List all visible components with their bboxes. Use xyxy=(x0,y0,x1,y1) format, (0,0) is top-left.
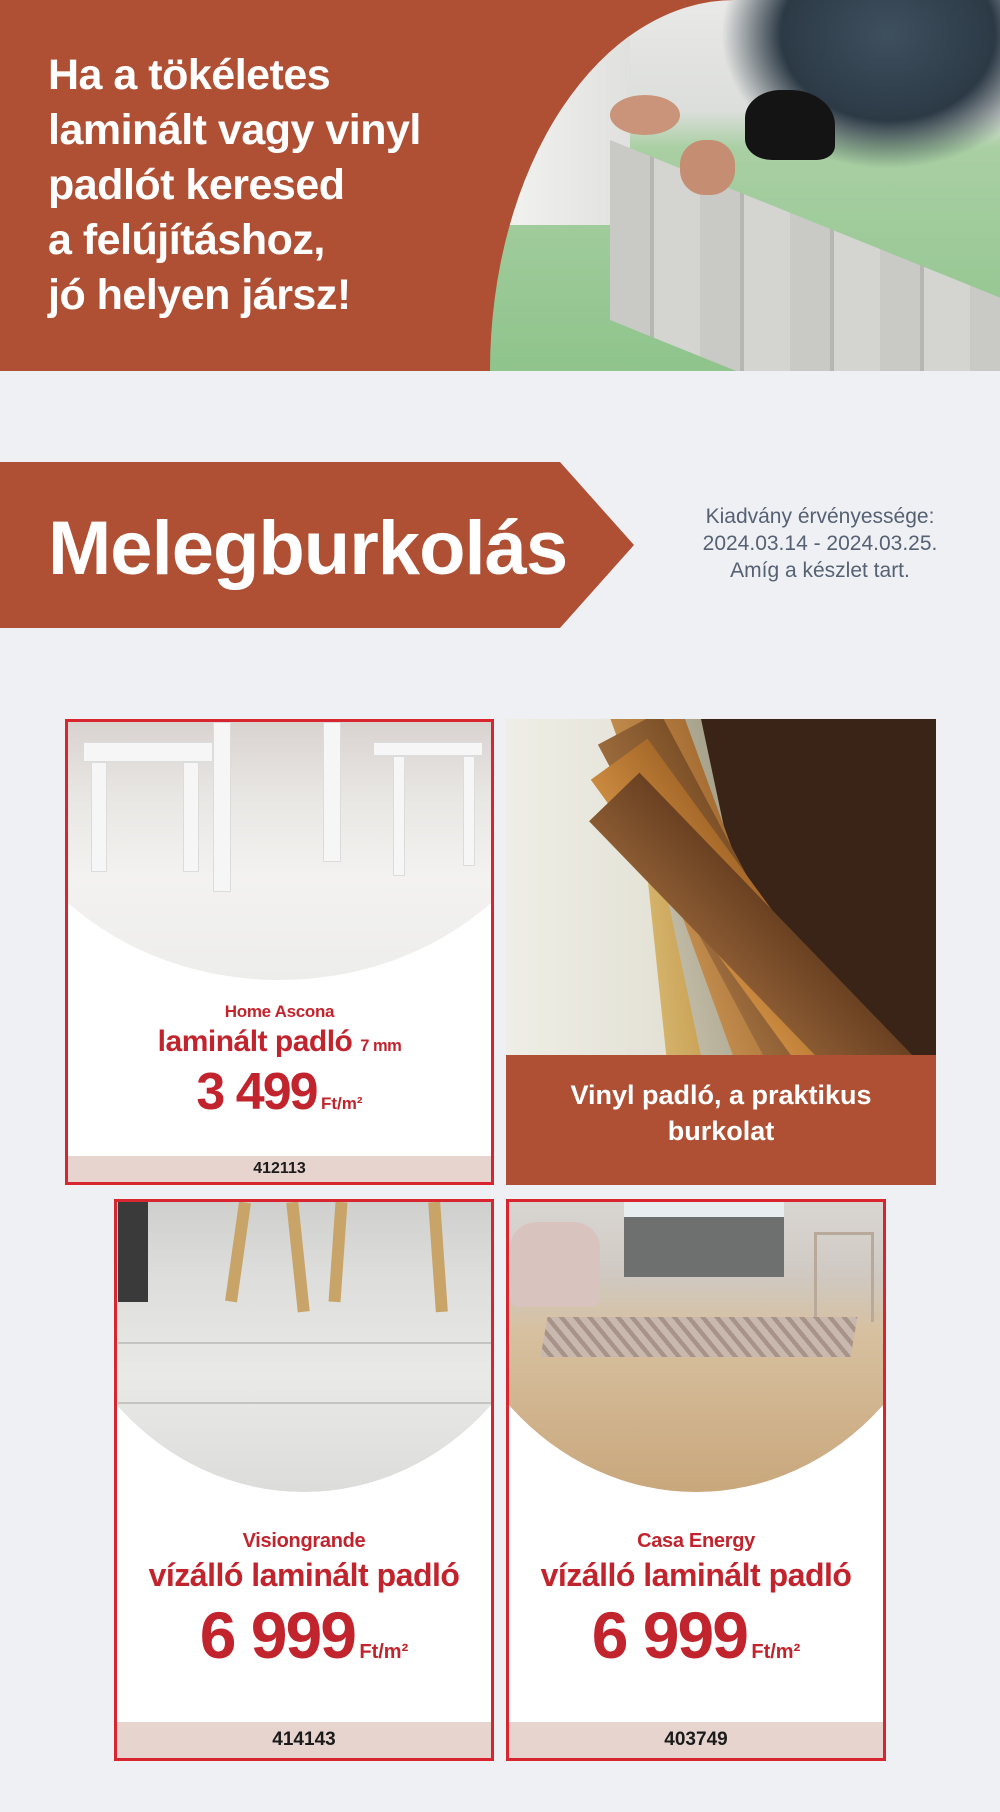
vinyl-info-card[interactable] xyxy=(506,719,936,1185)
price-row xyxy=(68,1062,491,1122)
product-name: vízálló laminált padló xyxy=(148,1557,460,1593)
hero-banner xyxy=(0,0,1000,371)
hero-photo xyxy=(490,0,1000,371)
product-photo xyxy=(68,722,491,980)
product-name: vízálló laminált padló xyxy=(540,1557,852,1593)
product-brand: Casa Energy xyxy=(637,1530,755,1552)
vinyl-info-caption: Vinyl padló, a praktikus burkolat xyxy=(570,1080,872,1146)
product-name: laminált padló 7 mm xyxy=(157,1025,402,1058)
hero-title: Ha a tökéletes laminált vagy vinyl padlót keresed a felújításhoz, jó helyen jársz! xyxy=(48,51,421,319)
price-row xyxy=(117,1597,491,1673)
validity-notice xyxy=(660,503,980,584)
product-brand: Home Ascona xyxy=(224,1002,335,1021)
vinyl-samples-photo xyxy=(506,719,936,1055)
validity-label: Kiadvány érvényessége: xyxy=(705,505,935,528)
product-price: 6 999 xyxy=(591,1598,747,1672)
price-unit: Ft/m² xyxy=(359,1641,409,1663)
product-photo xyxy=(117,1202,491,1492)
price-unit: Ft/m² xyxy=(321,1094,363,1113)
product-code: 414143 xyxy=(117,1722,491,1758)
section-title: Melegburkolás xyxy=(48,506,568,591)
product-card-casa-energy[interactable] xyxy=(506,1199,886,1761)
product-brand: Visiongrande xyxy=(242,1530,366,1552)
product-price: 6 999 xyxy=(199,1598,355,1672)
validity-note: Amíg a készlet tart. xyxy=(730,559,910,582)
product-card-home-ascona[interactable] xyxy=(65,719,494,1185)
product-card-visiongrande[interactable] xyxy=(114,1199,494,1761)
product-code: 403749 xyxy=(509,1722,883,1758)
product-price: 3 499 xyxy=(196,1063,317,1121)
price-row xyxy=(509,1597,883,1673)
product-photo xyxy=(509,1202,883,1492)
validity-dates: 2024.03.14 - 2024.03.25. xyxy=(702,532,938,555)
product-code: 412113 xyxy=(68,1156,491,1182)
price-unit: Ft/m² xyxy=(751,1641,801,1663)
product-size: 7 mm xyxy=(360,1037,402,1055)
